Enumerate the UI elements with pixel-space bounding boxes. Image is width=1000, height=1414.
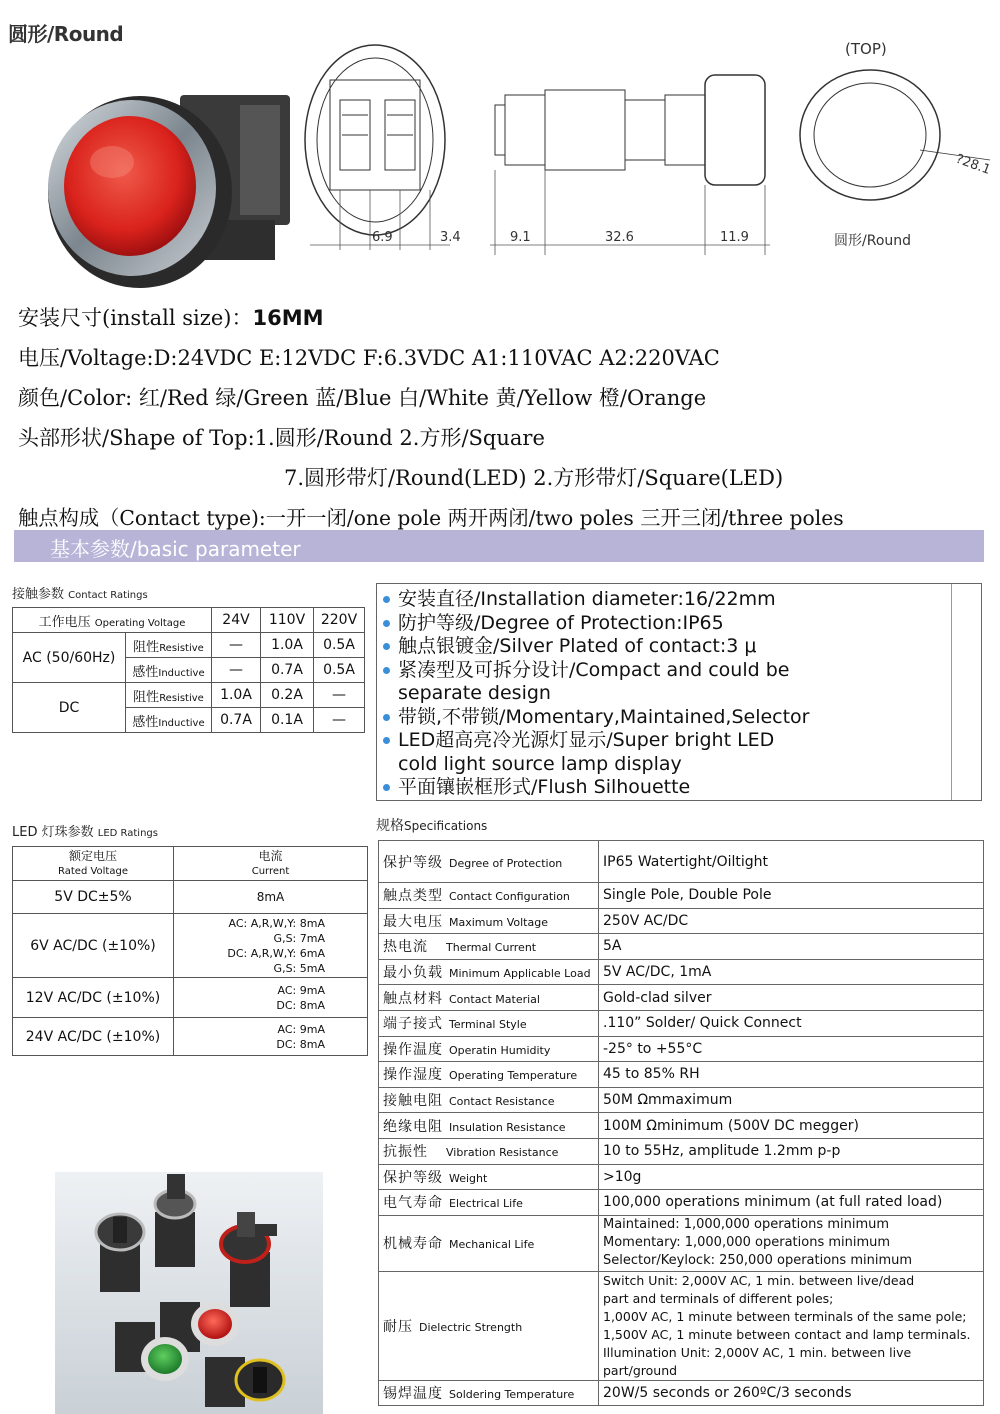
table-row: 额定电压 Rated Voltage 电流 Current (13, 847, 368, 881)
dimension-drawing (300, 40, 1000, 270)
contact-ratings-table (12, 607, 365, 733)
table-row: 接触电阻 Contact Resistance 50M Ωmmaximum (379, 1087, 984, 1113)
bullet-icon (383, 714, 390, 721)
table-row: 端子接式 Terminal Style .110” Solder/ Quick Connect (379, 1010, 984, 1036)
list-item: 触点银镀金/Silver Plated of contact:3 μ (383, 635, 951, 659)
bullet-icon (383, 737, 390, 744)
table-row: AC (50/60Hz) 阻性Resistive — 1.0A 0.5A (13, 633, 365, 658)
contact-type-line: 触点构成（Contact type):一开一闭/one pole 两开两闭/two poles 三开三闭/three poles (18, 506, 844, 530)
table-row: 热电流 Thermal Current 5A (379, 934, 984, 960)
table-row: DC 阻性Resistive 1.0A 0.2A — (13, 683, 365, 708)
bullet-icon (383, 620, 390, 627)
table-row: 工作电压 Operating Voltage 24V 110V 220V (13, 608, 365, 633)
specifications-table (378, 840, 984, 1406)
color-line: 颜色/Color: 红/Red 绿/Green 蓝/Blue 白/White 黄/Yellow 橙/Orange (18, 386, 707, 410)
table-row: 最大电压 Maximum Voltage 250V AC/DC (379, 908, 984, 934)
list-item: 紧凑型及可拆分设计/Compact and could be (383, 659, 951, 683)
list-item: cold light source lamp display (398, 752, 682, 775)
table-row: 电气寿命 Electrical Life 100,000 operations minimum (at full rated load) (379, 1190, 984, 1216)
voltage-line: 电压/Voltage:D:24VDC E:12VDC F:6.3VDC A1:110VAC A2:220VAC (18, 346, 720, 370)
table-row: 感性Inductive — 0.7A 0.5A (13, 658, 365, 683)
install-size-line: 安装尺寸(install size)：16MM (18, 306, 324, 330)
table-row: 24V AC/DC (±10%) AC: 9mA DC: 8mA (13, 1018, 368, 1056)
list-item: 防护等级/Degree of Protection:IP65 (383, 612, 951, 636)
table-row: 触点类型 Contact Configuration Single Pole, Double Pole (379, 883, 984, 909)
dim-label: 3.4 (440, 230, 461, 245)
table-row: 操作湿度 Operating Temperature 45 to 85% RH (379, 1062, 984, 1088)
dim-label: 9.1 (510, 230, 531, 245)
round-label: 圆形/Round (834, 233, 912, 249)
shape-line: 头部形状/Shape of Top:1.圆形/Round 2.方形/Square (18, 426, 545, 450)
table-row: 12V AC/DC (±10%) AC: 9mA DC: 8mA (13, 978, 368, 1018)
list-item: LED超高亮冷光源灯显示/Super bright LED (383, 729, 951, 753)
led-ratings-title: LED 灯珠参数 LED Ratings (12, 825, 158, 840)
table-row: 耐压 Dielectric Strength Switch Unit: 2,000V AC, 1 min. between live/dead part and terminals of different poles; 1,000V AC, 1 minute between terminals of the same pole; 1,500V AC, 1 minute between contact and lamp terminals. Illumination Unit: 2,000V AC, 1 min. between live part/ground (379, 1271, 984, 1380)
dim-label: 6.9 (372, 230, 393, 245)
table-row: 触点材料 Contact Material Gold-clad silver (379, 985, 984, 1011)
basic-parameter-banner: 基本参数/basic parameter (14, 530, 984, 562)
contact-ratings-title: 接触参数 Contact Ratings (12, 587, 148, 602)
table-row: 保护等级 Weight >10g (379, 1164, 984, 1190)
bullet-icon (383, 596, 390, 603)
list-item: 带锁,不带锁/Momentary,Maintained,Selector (383, 706, 951, 730)
table-row: 保护等级 Degree of Protection IP65 Watertight/Oiltight (379, 841, 984, 883)
table-row: 最小负载 Minimum Applicable Load 5V AC/DC, 1mA (379, 959, 984, 985)
list-item: separate design (398, 682, 551, 704)
bullet-icon (383, 643, 390, 650)
table-row: 锡焊温度 Soldering Temperature 20W/5 seconds or 260ºC/3 seconds (379, 1380, 984, 1406)
shape-line-2: 7.圆形带灯/Round(LED) 2.方形带灯/Square(LED) (284, 466, 784, 490)
table-row: 抗振性 Vibration Resistance 10 to 55Hz, amplitude 1.2mm p-p (379, 1138, 984, 1164)
specifications-title: 规格Specifications (376, 818, 488, 834)
top-label: (TOP) (845, 40, 887, 58)
features-box (376, 583, 982, 801)
dim-label: 11.9 (720, 230, 749, 245)
dim-label: ?28.1 (953, 151, 993, 179)
table-row: 操作温度 Operatin Humidity -25° to +55°C (379, 1036, 984, 1062)
table-row: 机械寿命 Mechanical Life Maintained: 1,000,000 operations minimum Momentary: 1,000,000 operations minimum Selector/Keylock: 250,000 operations minimum (379, 1215, 984, 1271)
led-ratings-table (12, 846, 368, 1056)
list-item: 安装直径/Installation diameter:16/22mm (383, 588, 951, 612)
page-title: 圆形/Round (8, 22, 124, 46)
dim-label: 32.6 (605, 230, 634, 245)
bullet-icon (383, 784, 390, 791)
product-photo-round-button (40, 80, 300, 290)
list-item: 平面镶嵌框形式/Flush Silhouette (383, 776, 951, 800)
product-group-photo (55, 1172, 323, 1414)
table-row: 感性Inductive 0.7A 0.1A — (13, 708, 365, 733)
table-row: 6V AC/DC (±10%) AC: A,R,W,Y: 8mA G,S: 7mA DC: A,R,W,Y: 6mA G,S: 5mA (13, 914, 368, 978)
table-row: 5V DC±5% 8mA (13, 881, 368, 914)
table-row: 绝缘电阻 Insulation Resistance 100M Ωminimum (500V DC megger) (379, 1113, 984, 1139)
bullet-icon (383, 667, 390, 674)
